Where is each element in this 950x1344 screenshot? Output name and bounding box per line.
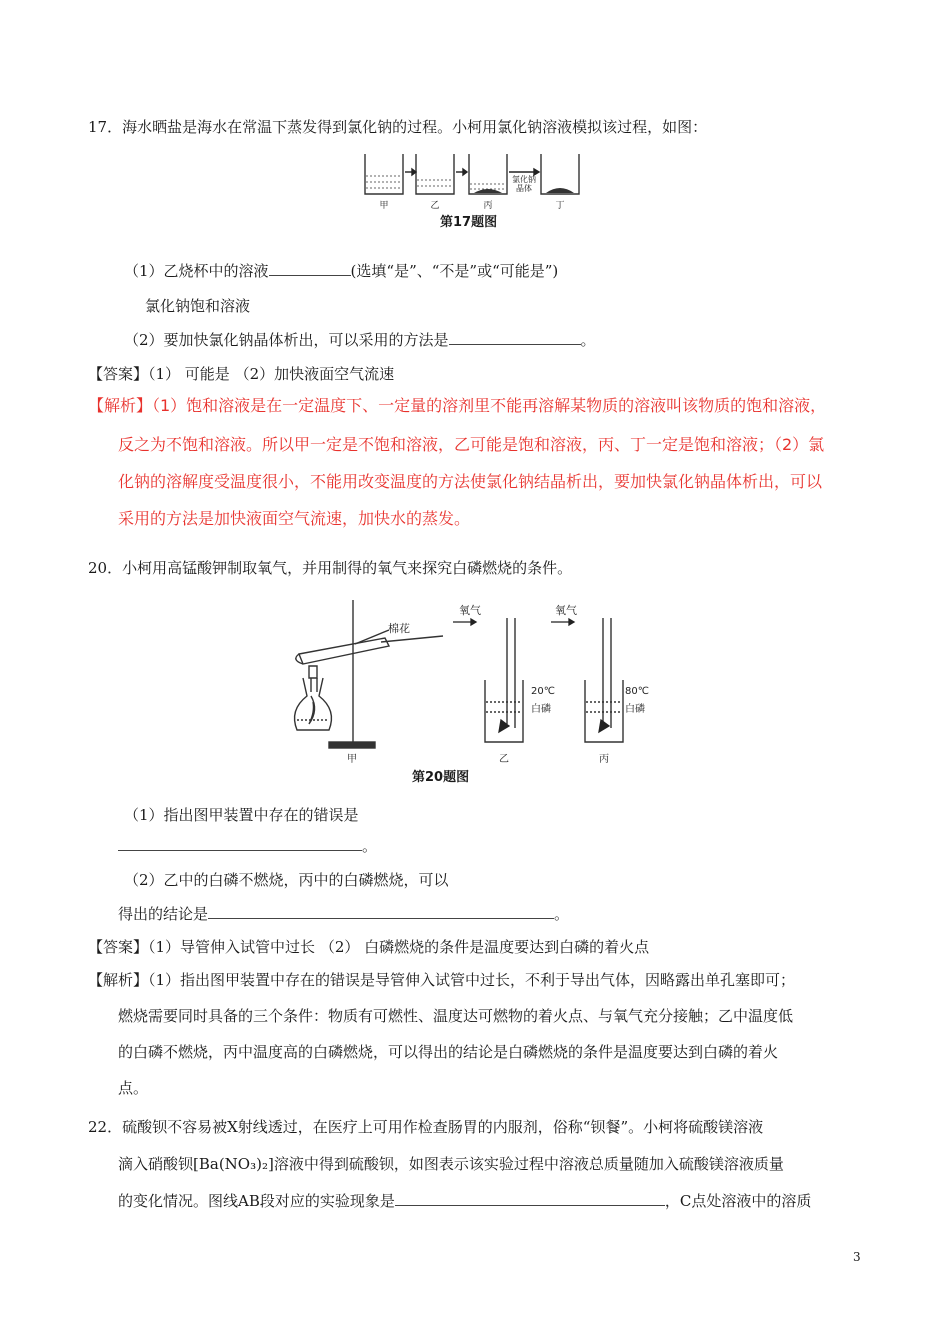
q17-analysis-line-1: 【解析】（1）饱和溶液是在一定温度下、一定量的溶剂里不能再溶解某物质的溶液叫该物质的饱和溶液， xyxy=(88,396,827,415)
q20-sub1-answer-line xyxy=(118,836,377,856)
q20-sub2: （2）乙中的白磷不燃烧，丙中的白磷燃烧，可以 xyxy=(124,871,449,889)
q17-sub2-blank[interactable] xyxy=(449,330,581,345)
q17-figure xyxy=(362,148,592,212)
q17-label-yi: 乙 xyxy=(430,201,440,211)
q22-line-3 xyxy=(118,1191,811,1211)
q17-analysis-line-4: 采用的方法是加快液面空气流速，加快水的蒸发。 xyxy=(118,509,471,528)
q20-analysis-line-3: 的白磷不燃烧，丙中温度高的白磷燃烧，可以得出的结论是白磷燃烧的条件是温度要达到白磷的着火 xyxy=(118,1043,779,1061)
q17-caption: 第17题图 xyxy=(440,215,498,230)
q17-sub1-hint: (选填“是”、“不是”或“可能是”) xyxy=(350,262,559,280)
q17-answer: 【答案】（1） 可能是 （2）加快液面空气流速 xyxy=(88,365,395,383)
q20-label-bing: 丙 xyxy=(599,754,609,765)
beaker-yi xyxy=(416,154,454,194)
q20-label-yi: 乙 xyxy=(499,754,509,765)
page-number: 3 xyxy=(853,1250,861,1264)
q20-label-cotton: 棉花 xyxy=(388,622,410,635)
q17-label-bing: 丙 xyxy=(483,201,493,211)
q20-label-jia: 甲 xyxy=(347,754,357,765)
q20-sub1-end: 。 xyxy=(362,837,378,855)
q17-stem: 17．海水晒盐是海水在常温下蒸发得到氯化钠的过程。小柯用氯化钠溶液模拟该过程，如图： xyxy=(88,118,708,136)
q17-sub2 xyxy=(124,330,596,350)
q17-analysis-line-2: 反之为不饱和溶液。所以甲一定是不饱和溶液，乙可能是饱和溶液，丙、丁一定是饱和溶液；（2）氯 xyxy=(118,435,825,454)
q22-line-1: 22．硫酸钡不容易被X射线透过，在医疗上可用作检查肠胃的内服剂，俗称“钡餐”。小柯将硫酸镁溶液 xyxy=(88,1118,764,1136)
q17-sub1-text: （1）乙烧杯中的溶液 xyxy=(124,262,269,280)
q20-figure xyxy=(285,592,665,767)
q17-arrow-label-1: 氯化钠 xyxy=(512,175,536,184)
q20-sub1-blank[interactable] xyxy=(118,836,362,851)
q17-label-jia: 甲 xyxy=(379,201,389,211)
q17-label-ding: 丁 xyxy=(555,201,565,211)
beaker-bing xyxy=(469,154,507,194)
q20-label-phosphorus-yi: 白磷 xyxy=(531,704,551,715)
q20-answer: 【答案】（1）导管伸入试管中过长 （2） 白磷燃烧的条件是温度要达到白磷的着火点 xyxy=(88,938,650,956)
q17-sub2-end: 。 xyxy=(580,331,596,349)
q20-label-80c: 80℃ xyxy=(625,686,649,697)
q20-sub2-end: 。 xyxy=(554,905,570,923)
q20-analysis-line-1: 【解析】（1）指出图甲装置中存在的错误是导管伸入试管中过长，不利于导出气体，因略露出单孔塞即可； xyxy=(88,971,796,989)
q17-sub1-blank[interactable] xyxy=(269,261,351,276)
q20-sub2-blank[interactable] xyxy=(208,904,554,919)
q22-line-2: 滴入硝酸钡[Ba(NO₃)₂]溶液中得到硫酸钡，如图表示该实验过程中溶液总质量随加入硫酸镁溶液质量 xyxy=(118,1155,784,1173)
q22-line-3-text: 的变化情况。图线AB段对应的实验现象是 xyxy=(118,1192,395,1210)
q20-sub2-text: 得出的结论是 xyxy=(118,905,209,923)
q20-caption: 第20题图 xyxy=(412,770,470,785)
q20-label-phosphorus-bing: 白磷 xyxy=(625,704,645,715)
q20-sub2-cont xyxy=(118,904,569,924)
q20-stem: 20．小柯用高锰酸钾制取氧气，并用制得的氧气来探究白磷燃烧的条件。 xyxy=(88,559,573,577)
q20-analysis-line-4: 点。 xyxy=(118,1079,149,1097)
q20-analysis-line-2: 燃烧需要同时具备的三个条件：物质有可燃性、温度达可燃物的着火点、与氧气充分接触；乙中温度低 xyxy=(118,1007,794,1025)
q17-arrow-label-2: 晶体 xyxy=(516,184,532,193)
q17-analysis-line-3: 化钠的溶解度受温度很小，不能用改变温度的方法使氯化钠结晶析出，要加快氯化钠晶体析出，可以 xyxy=(118,472,823,491)
q20-label-oxygen-bing: 氧气 xyxy=(555,604,577,617)
q22-line-3-end: ，C点处溶液中的溶质 xyxy=(664,1192,812,1210)
q20-sub1: （1）指出图甲装置中存在的错误是 xyxy=(124,806,359,824)
q20-label-oxygen-yi: 氧气 xyxy=(459,604,481,617)
q17-sub2-text: （2）要加快氯化钠晶体析出，可以采用的方法是 xyxy=(124,331,449,349)
q20-label-20c: 20℃ xyxy=(531,686,555,697)
q17-sub1-cont: 氯化钠饱和溶液 xyxy=(145,297,251,315)
q17-sub1 xyxy=(124,261,558,281)
q22-blank[interactable] xyxy=(395,1191,665,1206)
